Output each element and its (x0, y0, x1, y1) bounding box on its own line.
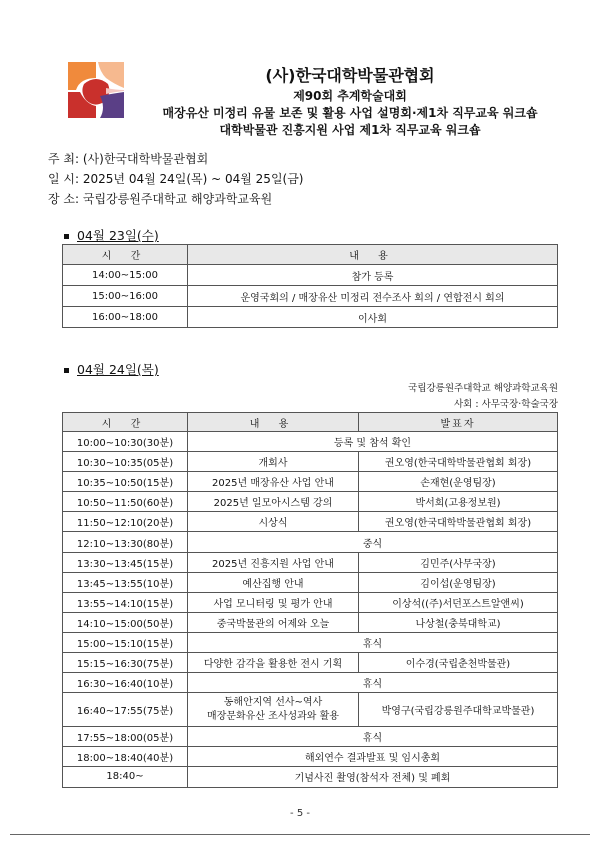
cell-content: 2025년 일모아시스템 강의 (188, 492, 359, 512)
cell-speaker: 김민주(사무국장) (359, 552, 558, 572)
cell-content: 개회사 (188, 452, 359, 472)
cell-time: 14:10~15:00(50분) (63, 612, 188, 632)
day2-moderator: 사회 : 사무국장·학술국장 (453, 399, 558, 410)
table-row (63, 747, 558, 767)
event-title: 제90회 추계학술대회 (293, 89, 407, 103)
event-subtitle: 매장유산 미정리 유물 보존 및 활용 사업 설명회·제1차 직무교육 워크숍 (162, 106, 538, 120)
header-content: 내 용 (188, 413, 359, 432)
cell-time: 17:55~18:00(05분) (63, 727, 188, 747)
cell-content: 중국박물관의 어제와 오늘 (188, 612, 359, 632)
cell-content: 등록 및 참석 확인 (188, 432, 558, 452)
cell-content: 휴식 (188, 727, 558, 747)
cell-time: 16:30~16:40(10분) (63, 673, 188, 693)
cell-content: 운영국회의 / 매장유산 미정리 전수조사 회의 / 연합전시 회의 (188, 286, 558, 307)
table-row (63, 307, 558, 328)
info-host-value: (사)한국대학박물관협회 (82, 152, 209, 166)
page-number: - 5 - (290, 808, 310, 819)
info-place-label: 장 소: (48, 192, 80, 206)
cell-time: 18:00~18:40(40분) (63, 747, 188, 767)
table-row (63, 653, 558, 673)
logo-shape-purple (100, 92, 124, 118)
info-date-label: 일 시: (48, 172, 80, 186)
day2-heading (64, 360, 159, 378)
cell-time: 12:10~13:30(80분) (63, 532, 188, 552)
header-time: 시 간 (63, 245, 188, 265)
table-row (63, 286, 558, 307)
info-place (48, 190, 272, 207)
table-row (63, 572, 558, 592)
table-row (63, 693, 558, 727)
cell-content: 기념사진 촬영(참석자 전체) 및 폐회 (188, 767, 558, 787)
cell-speaker: 박서희(고용정보원) (359, 492, 558, 512)
bullet-icon (64, 368, 69, 373)
table-header-row (63, 413, 558, 432)
footer-divider (10, 834, 590, 835)
cell-content-line2: 매장문화유산 조사성과와 활용 (207, 710, 339, 722)
cell-time: 16:40~17:55(75분) (63, 693, 188, 727)
cell-time: 10:00~10:30(30분) (63, 432, 188, 452)
day1-schedule-table (62, 244, 558, 328)
cell-speaker: 나상철(충북대학교) (359, 612, 558, 632)
cell-content: 해외연수 결과발표 및 임시총회 (188, 747, 558, 767)
info-host-label: 주 최: (48, 152, 80, 166)
cell-time: 15:15~16:30(75분) (63, 653, 188, 673)
day2-schedule-table (62, 412, 558, 788)
cell-time: 18:40~ (63, 767, 188, 787)
cell-time: 15:00~15:10(15분) (63, 632, 188, 652)
table-row (63, 432, 558, 452)
bullet-icon (64, 234, 69, 239)
table-row (63, 767, 558, 787)
table-row (63, 673, 558, 693)
table-row (63, 727, 558, 747)
header-speaker: 발표자 (359, 413, 558, 432)
cell-content: 휴식 (188, 632, 558, 652)
cell-time: 10:35~10:50(15분) (63, 472, 188, 492)
day2-date: 04월 24일(목) (77, 362, 159, 377)
cell-speaker: 권오영(한국대학박물관협회 회장) (359, 512, 558, 532)
table-row (63, 592, 558, 612)
day1-date: 04월 23일(수) (77, 228, 159, 243)
cell-time: 13:30~13:45(15분) (63, 552, 188, 572)
cell-content: 시상식 (188, 512, 359, 532)
cell-content: 2025년 매장유산 사업 안내 (188, 472, 359, 492)
table-row (63, 632, 558, 652)
event-subtitle-2: 대학박물관 진흥지원 사업 제1차 직무교육 워크숍 (219, 123, 481, 137)
table-row (63, 552, 558, 572)
info-place-value: 국립강릉원주대학교 해양과학교육원 (82, 192, 273, 206)
cell-speaker: 박영구(국립강릉원주대학교박물관) (359, 693, 558, 727)
cell-content (188, 693, 359, 727)
table-row (63, 472, 558, 492)
table-row (63, 532, 558, 552)
table-header-row (63, 245, 558, 265)
cell-time: 10:50~11:50(60분) (63, 492, 188, 512)
info-date-value: 2025년 04월 24일(목) ~ 04월 25일(금) (82, 172, 304, 186)
info-host (48, 150, 208, 167)
cell-content: 예산집행 안내 (188, 572, 359, 592)
table-row (63, 492, 558, 512)
cell-content: 다양한 감각을 활용한 전시 기획 (188, 653, 359, 673)
cell-time: 11:50~12:10(20분) (63, 512, 188, 532)
cell-time: 14:00~15:00 (63, 265, 188, 286)
cell-time: 15:00~16:00 (63, 286, 188, 307)
cell-content: 참가 등록 (188, 265, 558, 286)
cell-content: 중식 (188, 532, 558, 552)
cell-content: 이사회 (188, 307, 558, 328)
cell-speaker: 권오영(한국대학박물관협회 회장) (359, 452, 558, 472)
day1-heading (64, 226, 159, 244)
table-row (63, 452, 558, 472)
cell-time: 13:55~14:10(15분) (63, 592, 188, 612)
table-row (63, 512, 558, 532)
cell-speaker: 손재현(운영팀장) (359, 472, 558, 492)
cell-speaker: 김이섭(운영팀장) (359, 572, 558, 592)
day2-venue: 국립강릉원주대학교 해양과학교육원 (408, 383, 558, 394)
table-row (63, 612, 558, 632)
cell-content: 휴식 (188, 673, 558, 693)
org-title: (사)한국대학박물관협회 (265, 66, 435, 85)
cell-time: 13:45~13:55(10분) (63, 572, 188, 592)
cell-speaker: 이수경(국립춘천박물관) (359, 653, 558, 673)
cell-time: 16:00~18:00 (63, 307, 188, 328)
cell-content: 2025년 진흥지원 사업 안내 (188, 552, 359, 572)
cell-speaker: 이상석((주)서던포스트알앤씨) (359, 592, 558, 612)
cell-content-line1: 동해안지역 선사~역사 (223, 696, 323, 708)
cell-content: 사업 모니터링 및 평가 안내 (188, 592, 359, 612)
table-row (63, 265, 558, 286)
info-date (48, 170, 304, 187)
association-logo (66, 60, 126, 120)
cell-time: 10:30~10:35(05분) (63, 452, 188, 472)
header-content: 내 용 (188, 245, 558, 265)
header-time: 시 간 (63, 413, 188, 432)
